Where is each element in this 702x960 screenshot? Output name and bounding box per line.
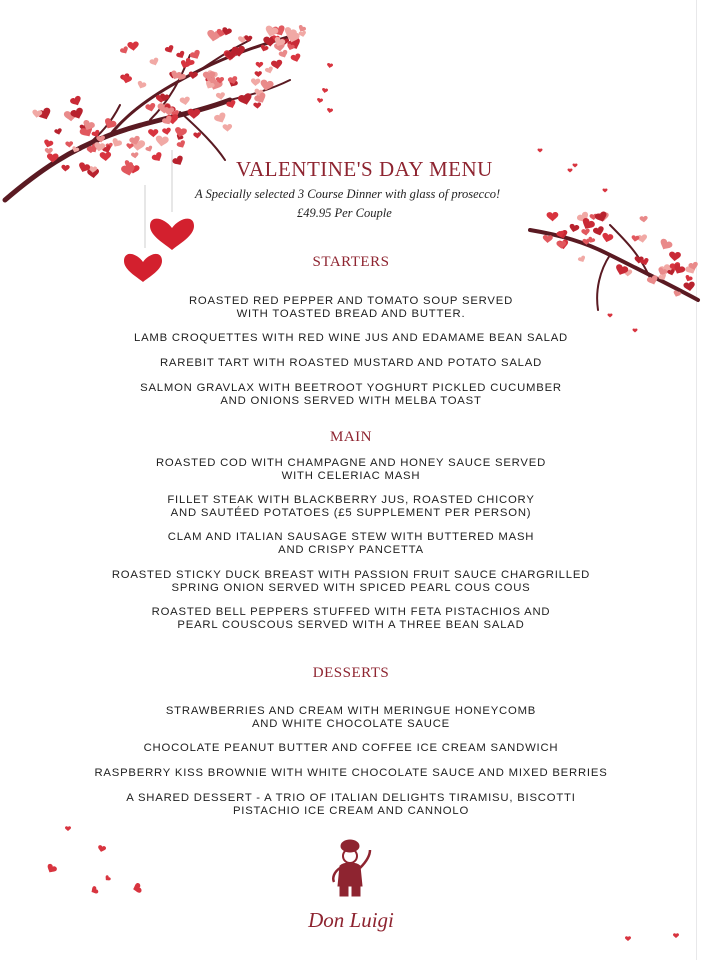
heart-leaf-icon	[127, 41, 139, 51]
heart-leaf-icon	[322, 88, 329, 94]
heart-leaf-icon	[65, 826, 71, 831]
heart-leaf-icon	[253, 102, 261, 109]
heart-leaf-icon	[327, 63, 334, 69]
heart-leaf-icon	[151, 151, 164, 163]
heart-leaf-icon	[176, 50, 187, 60]
heart-leaf-icon	[298, 30, 307, 37]
heart-leaf-icon	[110, 137, 123, 149]
heart-leaf-icon	[603, 189, 608, 193]
scattered-hearts-bottom-left	[40, 810, 160, 910]
heart-leaf-icon	[290, 53, 302, 63]
menu-price: £49.95 Per Couple	[297, 206, 392, 220]
heart-leaf-icon	[61, 165, 70, 172]
heart-leaf-icon	[126, 143, 134, 149]
main-item: ROASTED COD WITH CHAMPAGNE AND HONEY SAUCE SERVED WITH CELERIAC MASH	[155, 457, 547, 482]
starter-item: ROASTED RED PEPPER AND TOMATO SOUP SERVED WITH TOASTED BREAD AND BUTTER.	[188, 295, 514, 320]
heart-leaf-icon	[673, 933, 679, 938]
heart-leaf-icon	[625, 936, 631, 941]
heart-leaf-icon	[176, 140, 187, 150]
heart-leaf-icon	[148, 129, 158, 137]
main-item: CLAM AND ITALIAN SAUSAGE STEW WITH BUTTERED MASH AND CRISPY PANCETTA	[167, 531, 535, 556]
main-item: ROASTED BELL PEPPERS STUFFED WITH FETA PISTACHIOS AND PEARL COUSCOUS SERVED WITH A THREE BEAN SALAD	[151, 606, 551, 631]
starter-item: SALMON GRAVLAX WITH BEETROOT YOGHURT PICKLED CUCUMBER AND ONIONS SERVED WITH MELBA TOAST	[140, 382, 562, 407]
heart-leaf-icon	[43, 139, 54, 149]
heart-leaf-icon	[179, 96, 190, 106]
dessert-item: RASPBERRY KISS BROWNIE WITH WHITE CHOCOLATE SAUCE AND MIXED BERRIES	[94, 767, 608, 779]
heart-leaf-icon	[45, 148, 53, 155]
logo-text: Don Luigi	[308, 908, 394, 932]
heart-leaf-icon	[581, 228, 590, 236]
heart-leaf-icon	[568, 169, 573, 173]
dessert-item: CHOCOLATE PEANUT BUTTER AND COFFEE ICE CREAM SANDWICH	[143, 742, 559, 754]
heart-leaf-icon	[568, 223, 579, 233]
heart-leaf-icon	[104, 875, 112, 883]
heart-leaf-icon	[136, 80, 147, 90]
hanging-heart-large	[150, 219, 194, 250]
heart-leaf-icon	[631, 235, 640, 242]
heart-leaf-icon	[155, 135, 169, 147]
heart-leaf-icon	[543, 235, 553, 243]
main-item: FILLET STEAK WITH BLACKBERRY JUS, ROASTED CHICORY AND SAUTÉED POTATOES (£5 SUPPLEMENT PER PERSON)	[167, 494, 535, 519]
menu-subtitle: A Specially selected 3 Course Dinner with glass of prosecco!	[195, 187, 501, 201]
heart-leaf-icon	[213, 111, 228, 125]
heart-leaf-icon	[45, 863, 58, 875]
heart-leaf-icon	[251, 78, 261, 86]
heart-leaf-icon	[216, 92, 226, 101]
desserts-heading: DESSERTS	[312, 665, 390, 681]
heart-leaf-icon	[145, 145, 154, 153]
menu-title: VALENTINE'S DAY MENU	[236, 157, 493, 181]
main-item: ROASTED STICKY DUCK BREAST WITH PASSION FRUIT SAUCE CHARGRILLED SPRING ONION SERVED WITH SPICED PEARL COUS COUS	[111, 569, 591, 594]
heart-leaf-icon	[223, 124, 233, 132]
heart-leaf-icon	[149, 57, 160, 67]
dessert-item: A SHARED DESSERT - A TRIO OF ITALIAN DELIGHTS TIRAMISU, BISCOTTI PISTACHIO ICE CREAM AND CANNOLO	[126, 792, 576, 817]
heart-leaf-icon	[131, 152, 139, 159]
heart-leaf-icon	[254, 71, 262, 77]
heart-leaf-icon	[172, 155, 186, 168]
heart-leaf-icon	[65, 141, 73, 148]
heart-leaf-icon	[162, 127, 172, 135]
heart-leaf-icon	[601, 232, 614, 243]
heart-leaf-icon	[119, 46, 129, 56]
heart-leaf-icon	[639, 216, 648, 223]
heart-leaf-icon	[538, 149, 543, 153]
heart-leaf-icon	[684, 274, 693, 282]
heart-leaf-icon	[244, 35, 253, 42]
dessert-item: STRAWBERRIES AND CREAM WITH MERINGUE HONEYCOMB AND WHITE CHOCOLATE SAUCE	[165, 705, 537, 730]
heart-leaf-icon	[54, 128, 63, 136]
heart-leaf-icon	[145, 102, 157, 112]
heart-leaf-icon	[69, 95, 83, 108]
heart-leaf-icon	[97, 845, 106, 853]
starters-heading: STARTERS	[312, 254, 390, 270]
heart-leaf-icon	[264, 66, 274, 75]
main-heading: MAIN	[330, 429, 372, 445]
heart-leaf-icon	[164, 44, 175, 54]
heart-leaf-icon	[683, 281, 696, 292]
heart-leaf-icon	[132, 882, 142, 894]
heart-leaf-icon	[573, 164, 578, 168]
heart-leaf-icon	[100, 152, 112, 162]
heart-leaf-icon	[317, 98, 324, 104]
heart-leaf-icon	[546, 212, 558, 222]
chef-figure-icon	[326, 838, 376, 898]
heart-leaf-icon	[327, 108, 334, 114]
starter-item: LAMB CROQUETTES WITH RED WINE JUS AND EDAMAME BEAN SALAD	[134, 332, 568, 344]
heart-leaf-icon	[90, 885, 99, 895]
heart-leaf-icon	[658, 238, 674, 253]
starter-item: RAREBIT TART WITH ROASTED MUSTARD AND POTATO SALAD	[159, 357, 543, 369]
heart-leaf-icon	[256, 62, 264, 68]
heart-leaf-icon	[189, 49, 202, 61]
heart-leaf-icon	[193, 132, 201, 139]
